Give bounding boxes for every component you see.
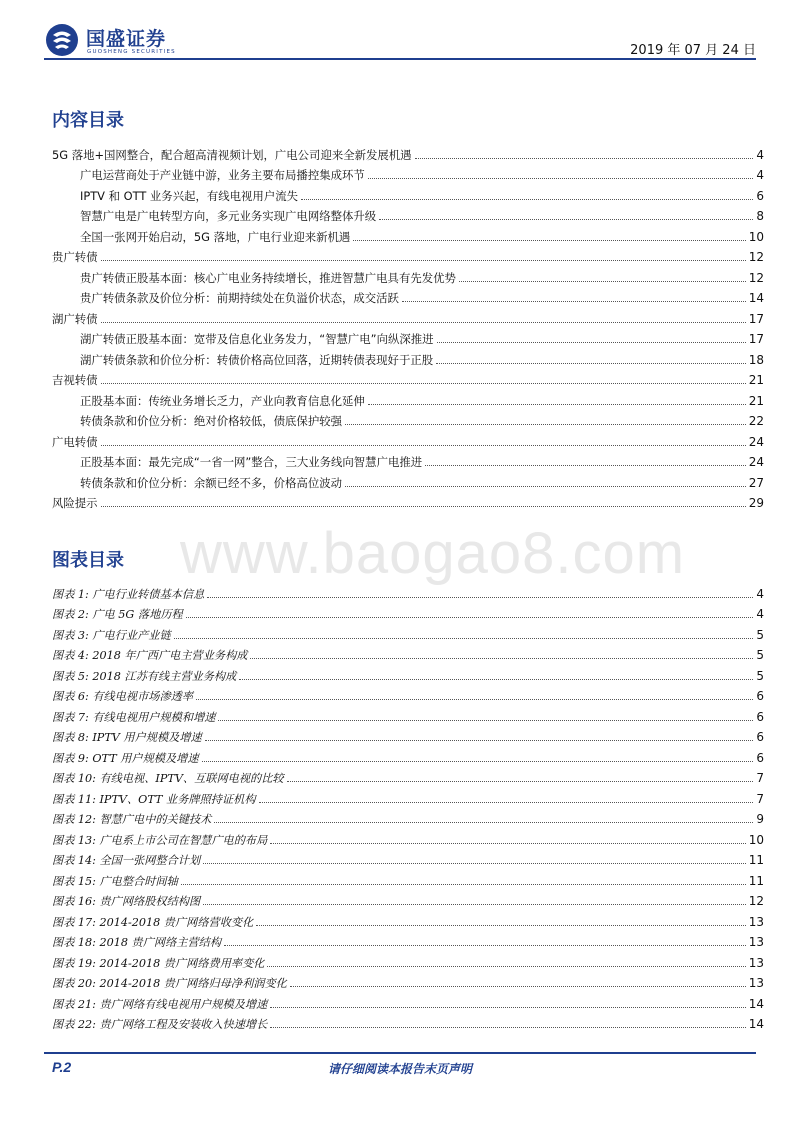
entry-title: 图表 12: 智慧广电中的关键技术 xyxy=(52,813,212,826)
dot-leader xyxy=(203,904,746,905)
entry-page-number: 9 xyxy=(756,812,764,826)
watermark: www.baogao8.com xyxy=(180,521,686,586)
entry-page-number: 4 xyxy=(756,607,764,621)
figure-entry[interactable] xyxy=(52,663,764,684)
entry-page-number: 17 xyxy=(748,332,764,346)
figure-entry[interactable] xyxy=(52,991,764,1012)
dot-leader xyxy=(345,486,746,487)
entry-page-number: 21 xyxy=(748,393,764,408)
entry-page-number: 18 xyxy=(748,352,764,367)
entry-title: 图表 15: 广电整合时间轴 xyxy=(52,874,178,888)
figure-entry[interactable] xyxy=(52,786,764,807)
entry-page-number: 4 xyxy=(756,168,764,182)
figure-entry[interactable] xyxy=(52,950,764,971)
dot-leader xyxy=(436,363,746,364)
dot-leader xyxy=(207,597,753,598)
entry-title: 广电转债 xyxy=(52,434,98,449)
dot-leader xyxy=(345,424,746,425)
dot-leader xyxy=(196,699,753,700)
entry-page-number: 4 xyxy=(756,147,764,162)
figure-entry[interactable] xyxy=(52,622,764,643)
dot-leader xyxy=(379,219,753,220)
dot-leader xyxy=(202,761,754,762)
entry-page-number: 22 xyxy=(748,414,764,428)
footer-disclaimer: 请仔细阅读本报告末页声明 xyxy=(327,1062,472,1076)
dot-leader xyxy=(181,884,746,885)
entry-page-number: 5 xyxy=(756,648,764,662)
entry-page-number: 10 xyxy=(748,832,764,847)
dot-leader xyxy=(368,404,746,405)
dot-leader xyxy=(250,658,753,659)
toc-entry[interactable] xyxy=(52,409,764,430)
entry-title: 图表 1: 广电行业转债基本信息 xyxy=(52,587,205,601)
entry-title: 图表 8: IPTV 用户规模及增速 xyxy=(52,731,202,744)
entry-title: 全国一张网开始启动，5G 落地，广电行业迎来新机遇 xyxy=(80,229,351,244)
entry-title: 图表 13: 广电系上市公司在智慧广电的布局 xyxy=(52,833,268,847)
entry-title: 图表 3: 广电行业产业链 xyxy=(52,628,171,642)
dot-leader xyxy=(101,445,746,446)
entry-title: 图表 6: 有线电视市场渗透率 xyxy=(52,690,194,703)
entry-title: 图表 21: 贵广网络有线电视用户规模及增速 xyxy=(52,997,268,1011)
toc-entry[interactable] xyxy=(52,470,764,491)
figure-entry[interactable] xyxy=(52,766,764,787)
entry-title: 图表 4: 2018 年广西广电主营业务构成 xyxy=(52,649,248,662)
dot-leader xyxy=(101,383,746,384)
entry-page-number: 13 xyxy=(748,955,764,970)
entry-page-number: 14 xyxy=(748,1017,764,1031)
entry-title: 转债条款和价位分析：绝对价格较低，债底保护较强 xyxy=(80,414,342,428)
figure-entry[interactable] xyxy=(52,971,764,992)
entry-title: 广电运营商处于产业链中游，业务主要布局播控集成环节 xyxy=(80,168,365,182)
figure-entry[interactable] xyxy=(52,745,764,766)
toc-entry[interactable] xyxy=(52,429,764,450)
dot-leader xyxy=(368,178,754,179)
header-divider xyxy=(44,58,756,60)
entry-title: 图表 17: 2014-2018 贵广网络营收变化 xyxy=(52,915,254,929)
entry-title: 吉视转债 xyxy=(52,373,98,387)
entry-page-number: 24 xyxy=(748,434,764,449)
entry-page-number: 24 xyxy=(748,455,764,469)
toc-entry[interactable] xyxy=(52,450,764,471)
entry-page-number: 6 xyxy=(756,709,764,724)
toc-entry[interactable] xyxy=(52,306,764,327)
toc-entry[interactable] xyxy=(52,286,764,307)
dot-leader xyxy=(224,945,746,946)
dot-leader xyxy=(101,506,746,507)
figures-title: 图表目录 xyxy=(52,550,124,571)
entry-page-number: 12 xyxy=(748,250,764,264)
entry-page-number: 11 xyxy=(748,873,764,888)
toc-entry[interactable] xyxy=(52,142,764,163)
toc-entry[interactable] xyxy=(52,224,764,245)
entry-page-number: 21 xyxy=(748,373,764,387)
dot-leader xyxy=(287,781,754,782)
entry-page-number: 12 xyxy=(748,894,764,908)
dot-leader xyxy=(256,925,745,926)
entry-title: 图表 2: 广电 5G 落地历程 xyxy=(52,608,183,621)
entry-title: 图表 11: IPTV、OTT 业务牌照持证机构 xyxy=(52,792,256,806)
figure-entry[interactable] xyxy=(52,909,764,930)
company-logo-icon xyxy=(44,22,80,58)
entry-page-number: 13 xyxy=(748,935,764,949)
footer-divider xyxy=(44,1052,756,1054)
toc-entry[interactable] xyxy=(52,368,764,389)
entry-page-number: 6 xyxy=(756,750,764,765)
entry-page-number: 5 xyxy=(756,627,764,642)
figure-entry[interactable] xyxy=(52,581,764,602)
figure-entry[interactable] xyxy=(52,643,764,664)
dot-leader xyxy=(425,465,746,466)
entry-title: 智慧广电是广电转型方向，多元业务实现广电网络整体升级 xyxy=(80,209,377,223)
toc-entry[interactable] xyxy=(52,327,764,348)
dot-leader xyxy=(203,863,746,864)
figure-entry[interactable] xyxy=(52,1012,764,1033)
toc-list xyxy=(52,142,764,511)
dot-leader xyxy=(186,617,754,618)
entry-title: 图表 22: 贵广网络工程及安装收入快速增长 xyxy=(52,1018,268,1031)
dot-leader xyxy=(174,638,754,639)
entry-page-number: 13 xyxy=(748,976,764,990)
entry-page-number: 5 xyxy=(756,668,764,683)
toc-entry[interactable] xyxy=(52,265,764,286)
figure-entry[interactable] xyxy=(52,807,764,828)
figure-entry[interactable] xyxy=(52,827,764,848)
entry-title: 图表 16: 贵广网络股权结构图 xyxy=(52,895,201,908)
dot-leader xyxy=(101,322,746,323)
entry-page-number: 6 xyxy=(756,188,764,203)
entry-page-number: 10 xyxy=(748,229,764,244)
figure-entry[interactable] xyxy=(52,889,764,910)
entry-page-number: 29 xyxy=(748,496,764,510)
dot-leader xyxy=(301,199,753,200)
dot-leader xyxy=(205,740,754,741)
entry-title: 贵广转债 xyxy=(52,250,98,264)
entry-page-number: 7 xyxy=(756,771,764,785)
dot-leader xyxy=(270,1007,745,1008)
dot-leader xyxy=(290,986,746,987)
entry-title: 图表 7: 有线电视用户规模和增速 xyxy=(52,710,216,724)
entry-page-number: 6 xyxy=(756,689,764,703)
entry-page-number: 14 xyxy=(748,996,764,1011)
figure-entry[interactable] xyxy=(52,704,764,725)
dot-leader xyxy=(437,342,746,343)
page-number: P.2 xyxy=(52,1059,72,1075)
dot-leader xyxy=(353,240,745,241)
entry-page-number: 11 xyxy=(748,853,764,867)
entry-title: 湖广转债正股基本面：宽带及信息化业务发力，“智慧广电”向纵深推进 xyxy=(80,332,434,346)
entry-title: 正股基本面：传统业务增长乏力，产业向教育信息化延伸 xyxy=(80,393,365,408)
figure-entry[interactable] xyxy=(52,725,764,746)
logo-text: 国盛证券 xyxy=(86,28,167,50)
entry-title: IPTV 和 OTT 业务兴起，有线电视用户流失 xyxy=(80,188,298,203)
report-date: 2019 年 07 月 24 日 xyxy=(630,43,756,58)
entry-title: 5G 落地+国网整合，配合超高清视频计划，广电公司迎来全新发展机遇 xyxy=(52,147,412,162)
figure-entry[interactable] xyxy=(52,868,764,889)
toc-entry[interactable] xyxy=(52,245,764,266)
entry-page-number: 12 xyxy=(748,270,764,285)
entry-title: 转债条款和价位分析：余额已经不多，价格高位波动 xyxy=(80,475,342,490)
dot-leader xyxy=(402,301,746,302)
entry-page-number: 14 xyxy=(748,291,764,305)
entry-title: 贵广转债条款及价位分析：前期持续处在负溢价状态，成交活跃 xyxy=(80,291,399,305)
entry-page-number: 13 xyxy=(748,914,764,929)
entry-title: 图表 18: 2018 贵广网络主营结构 xyxy=(52,936,222,949)
toc-title: 内容目录 xyxy=(52,110,124,131)
figure-entry[interactable] xyxy=(52,684,764,705)
entry-title: 风险提示 xyxy=(52,496,98,510)
dot-leader xyxy=(267,966,745,967)
entry-title: 正股基本面：最先完成“一省一网”整合，三大业务线向智慧广电推进 xyxy=(80,455,423,469)
entry-page-number: 8 xyxy=(756,209,764,223)
entry-title: 图表 9: OTT 用户规模及增速 xyxy=(52,751,199,765)
toc-entry[interactable] xyxy=(52,388,764,409)
figure-entry[interactable] xyxy=(52,930,764,951)
dot-leader xyxy=(270,843,745,844)
entry-title: 湖广转债条款和价位分析：转债价格高位回落，近期转债表现好于正股 xyxy=(80,352,434,367)
figures-list xyxy=(52,581,764,1032)
dot-leader xyxy=(101,260,746,261)
toc-entry[interactable] xyxy=(52,163,764,184)
dot-leader xyxy=(214,822,753,823)
entry-page-number: 4 xyxy=(756,586,764,601)
entry-title: 图表 14: 全国一张网整合计划 xyxy=(52,854,201,867)
dot-leader xyxy=(239,679,753,680)
dot-leader xyxy=(415,158,754,159)
entry-title: 图表 5: 2018 江苏有线主营业务构成 xyxy=(52,669,237,683)
toc-entry[interactable] xyxy=(52,204,764,225)
dot-leader xyxy=(459,281,746,282)
entry-title: 贵广转债正股基本面：核心广电业务持续增长，推进智慧广电具有先发优势 xyxy=(80,270,456,285)
entry-page-number: 27 xyxy=(748,475,764,490)
figure-entry[interactable] xyxy=(52,602,764,623)
logo-subtext: GUOSHENG SECURITIES xyxy=(87,49,176,55)
entry-page-number: 6 xyxy=(756,730,764,744)
entry-title: 图表 10: 有线电视、IPTV、互联网电视的比较 xyxy=(52,772,284,785)
entry-title: 图表 20: 2014-2018 贵广网络归母净利润变化 xyxy=(52,977,287,990)
entry-page-number: 7 xyxy=(756,791,764,806)
entry-page-number: 17 xyxy=(748,311,764,326)
entry-title: 湖广转债 xyxy=(52,311,98,326)
page-header xyxy=(44,22,756,58)
dot-leader xyxy=(259,802,754,803)
entry-title: 图表 19: 2014-2018 贵广网络费用率变化 xyxy=(52,956,265,970)
toc-entry[interactable] xyxy=(52,491,764,512)
toc-entry[interactable] xyxy=(52,347,764,368)
toc-entry[interactable] xyxy=(52,183,764,204)
dot-leader xyxy=(270,1027,745,1028)
dot-leader xyxy=(218,720,753,721)
figure-entry[interactable] xyxy=(52,848,764,869)
